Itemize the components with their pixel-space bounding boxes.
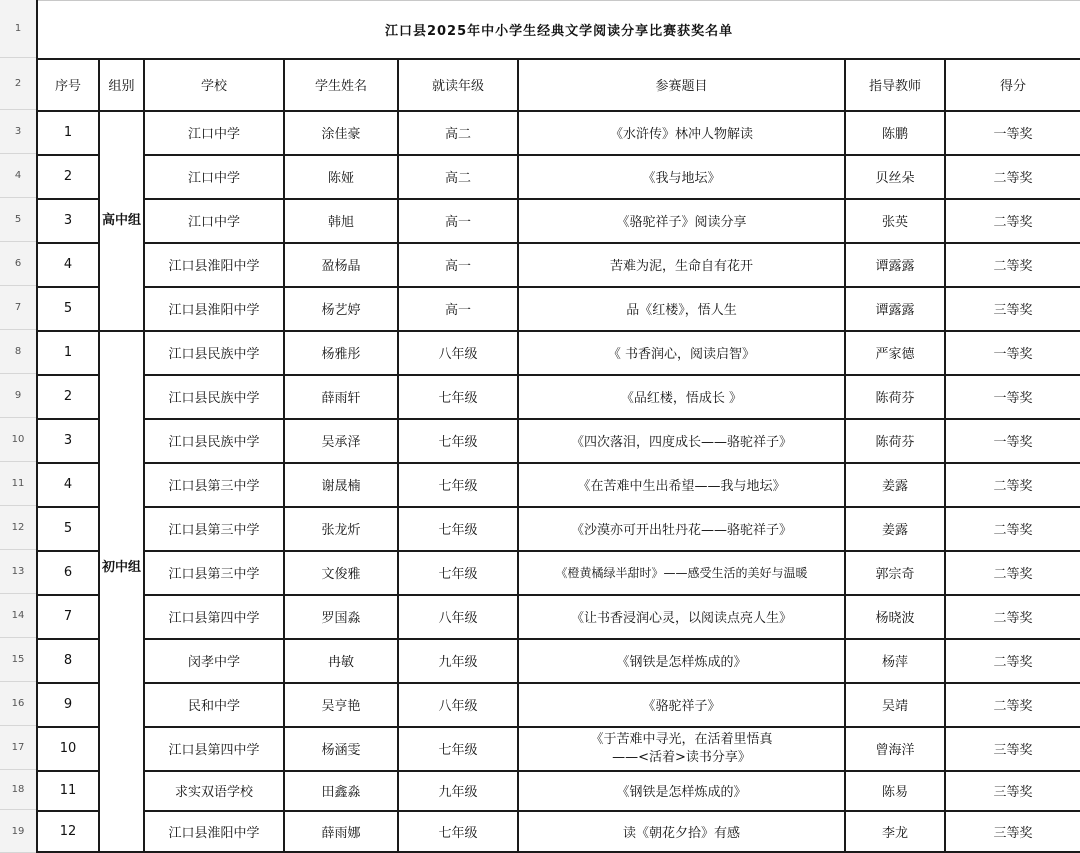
- school-cell[interactable]: 民和中学: [144, 683, 284, 727]
- topic-cell[interactable]: 《沙漠亦可开出牡丹花——骆驼祥子》: [518, 507, 845, 551]
- grade-cell[interactable]: 高二: [398, 111, 518, 155]
- table-row: [37, 551, 1080, 595]
- table-row: [37, 507, 1080, 551]
- table-row: [37, 771, 1080, 811]
- seq-cell[interactable]: 2: [37, 155, 99, 199]
- row-number-column: [0, 0, 37, 853]
- student-name-cell[interactable]: 罗国淼: [284, 595, 398, 639]
- row-number[interactable]: 9: [0, 374, 36, 418]
- result-cell[interactable]: 二等奖: [945, 507, 1080, 551]
- grade-cell[interactable]: 七年级: [398, 375, 518, 419]
- header-teacher[interactable]: 指导教师: [845, 59, 945, 111]
- teacher-cell[interactable]: 杨萍: [845, 639, 945, 683]
- row-number[interactable]: 5: [0, 198, 36, 242]
- grade-cell[interactable]: 七年级: [398, 811, 518, 852]
- school-cell[interactable]: 江口县第三中学: [144, 507, 284, 551]
- grade-cell[interactable]: 七年级: [398, 419, 518, 463]
- topic-cell[interactable]: 《钢铁是怎样炼成的》: [518, 771, 845, 811]
- table-row: [37, 199, 1080, 243]
- row-number[interactable]: 4: [0, 154, 36, 198]
- school-cell[interactable]: 江口县淮阳中学: [144, 243, 284, 287]
- teacher-cell[interactable]: 张英: [845, 199, 945, 243]
- student-name-cell[interactable]: 陈娅: [284, 155, 398, 199]
- result-cell[interactable]: 二等奖: [945, 199, 1080, 243]
- topic-cell[interactable]: 《在苦难中生出希望——我与地坛》: [518, 463, 845, 507]
- student-name-cell[interactable]: 韩旭: [284, 199, 398, 243]
- group-cell-middle-school[interactable]: 初中组: [99, 331, 144, 852]
- school-cell[interactable]: 闵孝中学: [144, 639, 284, 683]
- student-name-cell[interactable]: 盈杨晶: [284, 243, 398, 287]
- header-school[interactable]: 学校: [144, 59, 284, 111]
- row-number[interactable]: 3: [0, 110, 36, 154]
- sheet-title[interactable]: 江口县2025年中小学生经典文学阅读分享比赛获奖名单: [37, 1, 1080, 59]
- teacher-cell[interactable]: 郭宗奇: [845, 551, 945, 595]
- row-number[interactable]: 12: [0, 506, 36, 550]
- grade-cell[interactable]: 九年级: [398, 771, 518, 811]
- teacher-cell[interactable]: 贝丝朵: [845, 155, 945, 199]
- result-cell[interactable]: 一等奖: [945, 111, 1080, 155]
- row-number[interactable]: 16: [0, 682, 36, 726]
- student-name-cell[interactable]: 薛雨娜: [284, 811, 398, 852]
- row-number[interactable]: 18: [0, 770, 36, 810]
- topic-cell[interactable]: 《橙黄橘绿半甜时》——感受生活的美好与温暖: [518, 551, 845, 595]
- topic-cell[interactable]: 《 书香润心，阅读启智》: [518, 331, 845, 375]
- row-number[interactable]: 1: [0, 0, 36, 58]
- school-cell[interactable]: 求实双语学校: [144, 771, 284, 811]
- result-cell[interactable]: 二等奖: [945, 639, 1080, 683]
- school-cell[interactable]: 江口县民族中学: [144, 375, 284, 419]
- student-name-cell[interactable]: 田鑫淼: [284, 771, 398, 811]
- seq-cell[interactable]: 3: [37, 199, 99, 243]
- seq-cell[interactable]: 2: [37, 375, 99, 419]
- grade-cell[interactable]: 八年级: [398, 683, 518, 727]
- table-row: [37, 331, 1080, 375]
- table-row: [37, 375, 1080, 419]
- grade-cell[interactable]: 高一: [398, 243, 518, 287]
- table-row: [37, 287, 1080, 331]
- grade-cell[interactable]: 七年级: [398, 727, 518, 771]
- group-cell-high-school[interactable]: 高中组: [99, 111, 144, 331]
- row-number[interactable]: 2: [0, 58, 36, 110]
- student-name-cell[interactable]: 文俊雅: [284, 551, 398, 595]
- table-row: [37, 683, 1080, 727]
- result-cell[interactable]: 一等奖: [945, 419, 1080, 463]
- teacher-cell[interactable]: 吴靖: [845, 683, 945, 727]
- seq-cell[interactable]: 1: [37, 331, 99, 375]
- topic-cell[interactable]: 《骆驼祥子》: [518, 683, 845, 727]
- topic-cell[interactable]: [518, 727, 845, 771]
- topic-cell[interactable]: 苦难为泥，生命自有花开: [518, 243, 845, 287]
- teacher-cell[interactable]: 谭露露: [845, 287, 945, 331]
- row-number[interactable]: 8: [0, 330, 36, 374]
- school-cell[interactable]: 江口县民族中学: [144, 419, 284, 463]
- seq-cell[interactable]: 5: [37, 287, 99, 331]
- table-row: [37, 419, 1080, 463]
- row-number[interactable]: 14: [0, 594, 36, 638]
- header-topic[interactable]: 参赛题目: [518, 59, 845, 111]
- topic-cell[interactable]: 《品红楼，悟成长 》: [518, 375, 845, 419]
- result-cell[interactable]: 二等奖: [945, 155, 1080, 199]
- topic-line: 《于苦难中寻光，在活着里悟真: [590, 731, 773, 747]
- seq-cell[interactable]: 7: [37, 595, 99, 639]
- result-cell[interactable]: 三等奖: [945, 727, 1080, 771]
- seq-cell[interactable]: 4: [37, 463, 99, 507]
- teacher-cell[interactable]: 谭露露: [845, 243, 945, 287]
- school-cell[interactable]: 江口县第三中学: [144, 551, 284, 595]
- grade-cell[interactable]: 八年级: [398, 331, 518, 375]
- table-row: [37, 595, 1080, 639]
- result-cell[interactable]: 一等奖: [945, 375, 1080, 419]
- result-cell[interactable]: 二等奖: [945, 243, 1080, 287]
- topic-cell[interactable]: 《我与地坛》: [518, 155, 845, 199]
- student-name-cell[interactable]: 薛雨轩: [284, 375, 398, 419]
- student-name-cell[interactable]: 杨雅彤: [284, 331, 398, 375]
- grade-cell[interactable]: 七年级: [398, 463, 518, 507]
- table-row: [37, 111, 1080, 155]
- school-cell[interactable]: 江口县淮阳中学: [144, 811, 284, 852]
- header-score[interactable]: 得分: [945, 59, 1080, 111]
- school-cell[interactable]: 江口县第四中学: [144, 727, 284, 771]
- grade-cell[interactable]: 高一: [398, 199, 518, 243]
- teacher-cell[interactable]: 姜露: [845, 507, 945, 551]
- result-cell[interactable]: 二等奖: [945, 463, 1080, 507]
- teacher-cell[interactable]: 严家德: [845, 331, 945, 375]
- awards-table: [36, 0, 1080, 853]
- school-cell[interactable]: 江口县第四中学: [144, 595, 284, 639]
- school-cell[interactable]: 江口中学: [144, 199, 284, 243]
- teacher-cell[interactable]: 李龙: [845, 811, 945, 852]
- teacher-cell[interactable]: 杨晓波: [845, 595, 945, 639]
- seq-cell[interactable]: 12: [37, 811, 99, 852]
- seq-cell[interactable]: 8: [37, 639, 99, 683]
- school-cell[interactable]: 江口县第三中学: [144, 463, 284, 507]
- grade-cell[interactable]: 七年级: [398, 551, 518, 595]
- school-cell[interactable]: 江口县淮阳中学: [144, 287, 284, 331]
- school-cell[interactable]: 江口中学: [144, 155, 284, 199]
- row-number[interactable]: 17: [0, 726, 36, 770]
- header-row: [37, 59, 1080, 111]
- seq-cell[interactable]: 1: [37, 111, 99, 155]
- student-name-cell[interactable]: 吴承泽: [284, 419, 398, 463]
- row-number[interactable]: 10: [0, 418, 36, 462]
- header-seq[interactable]: 序号: [37, 59, 99, 111]
- teacher-cell[interactable]: 陈荷芬: [845, 419, 945, 463]
- table-row: [37, 155, 1080, 199]
- topic-cell[interactable]: 《骆驼祥子》阅读分享: [518, 199, 845, 243]
- seq-cell[interactable]: 10: [37, 727, 99, 771]
- student-name-cell[interactable]: 吴亨艳: [284, 683, 398, 727]
- result-cell[interactable]: 三等奖: [945, 287, 1080, 331]
- row-number[interactable]: 7: [0, 286, 36, 330]
- result-cell[interactable]: 二等奖: [945, 595, 1080, 639]
- row-number[interactable]: 6: [0, 242, 36, 286]
- grade-cell[interactable]: 高二: [398, 155, 518, 199]
- seq-cell[interactable]: 6: [37, 551, 99, 595]
- topic-cell[interactable]: 《钢铁是怎样炼成的》: [518, 639, 845, 683]
- header-group[interactable]: 组别: [99, 59, 144, 111]
- seq-cell[interactable]: 4: [37, 243, 99, 287]
- row-number[interactable]: 19: [0, 810, 36, 853]
- grade-cell[interactable]: 高一: [398, 287, 518, 331]
- grade-cell[interactable]: 九年级: [398, 639, 518, 683]
- seq-cell[interactable]: 11: [37, 771, 99, 811]
- teacher-cell[interactable]: 曾海洋: [845, 727, 945, 771]
- row-number[interactable]: 15: [0, 638, 36, 682]
- topic-cell[interactable]: 《让书香浸润心灵，以阅读点亮人生》: [518, 595, 845, 639]
- row-number[interactable]: 13: [0, 550, 36, 594]
- table-row: [37, 463, 1080, 507]
- table-row: [37, 811, 1080, 852]
- teacher-cell[interactable]: 陈易: [845, 771, 945, 811]
- topic-line: ——<活着>读书分享》: [612, 749, 751, 765]
- seq-cell[interactable]: 5: [37, 507, 99, 551]
- student-name-cell[interactable]: 谢晟楠: [284, 463, 398, 507]
- topic-cell[interactable]: 《四次落泪，四度成长——骆驼祥子》: [518, 419, 845, 463]
- grade-cell[interactable]: 八年级: [398, 595, 518, 639]
- table-row: [37, 727, 1080, 771]
- school-cell[interactable]: 江口中学: [144, 111, 284, 155]
- student-name-cell[interactable]: 张龙炘: [284, 507, 398, 551]
- student-name-cell[interactable]: 杨涵雯: [284, 727, 398, 771]
- result-cell[interactable]: 二等奖: [945, 551, 1080, 595]
- teacher-cell[interactable]: 陈荷芬: [845, 375, 945, 419]
- topic-cell[interactable]: 《水浒传》林冲人物解读: [518, 111, 845, 155]
- row-number[interactable]: 11: [0, 462, 36, 506]
- result-cell[interactable]: 一等奖: [945, 331, 1080, 375]
- header-student-name[interactable]: 学生姓名: [284, 59, 398, 111]
- header-grade[interactable]: 就读年级: [398, 59, 518, 111]
- student-name-cell[interactable]: 冉敏: [284, 639, 398, 683]
- result-cell[interactable]: 三等奖: [945, 771, 1080, 811]
- teacher-cell[interactable]: 姜露: [845, 463, 945, 507]
- topic-cell[interactable]: 读《朝花夕拾》有感: [518, 811, 845, 852]
- teacher-cell[interactable]: 陈鹏: [845, 111, 945, 155]
- seq-cell[interactable]: 3: [37, 419, 99, 463]
- title-row: [37, 1, 1080, 59]
- student-name-cell[interactable]: 杨艺婷: [284, 287, 398, 331]
- topic-cell[interactable]: 品《红楼》，悟人生: [518, 287, 845, 331]
- grade-cell[interactable]: 七年级: [398, 507, 518, 551]
- result-cell[interactable]: 三等奖: [945, 811, 1080, 852]
- school-cell[interactable]: 江口县民族中学: [144, 331, 284, 375]
- student-name-cell[interactable]: 涂佳豪: [284, 111, 398, 155]
- table-row: [37, 639, 1080, 683]
- result-cell[interactable]: 二等奖: [945, 683, 1080, 727]
- seq-cell[interactable]: 9: [37, 683, 99, 727]
- table-row: [37, 243, 1080, 287]
